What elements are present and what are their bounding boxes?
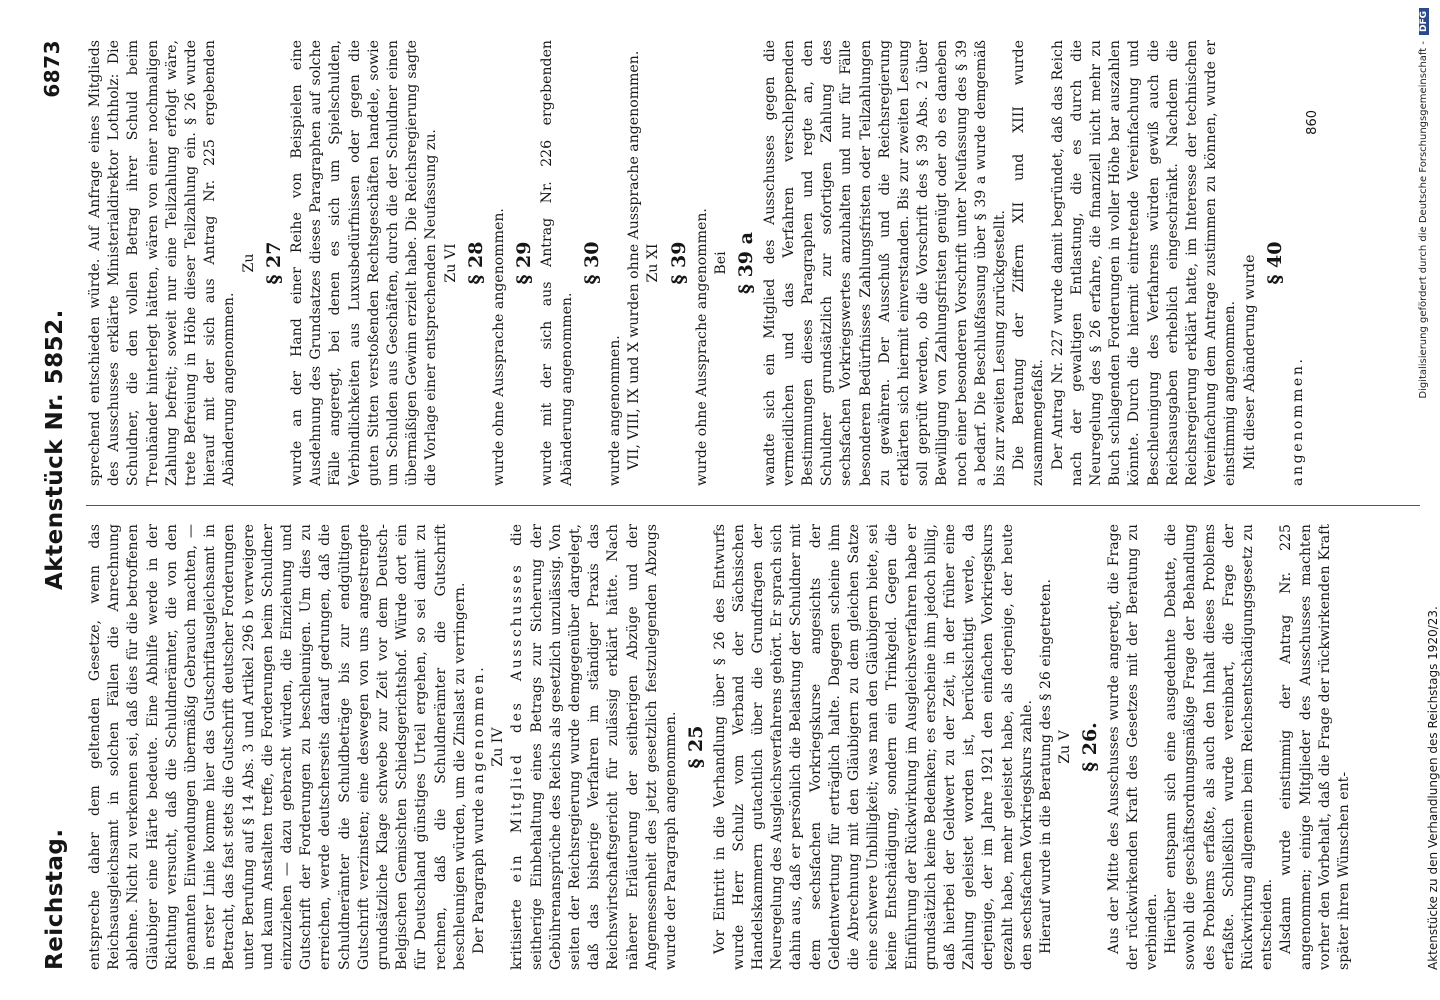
paragraph: Vor Eintritt in die Verhandlung über § 26 des Entwurfs wurde Herr Schulz vom Verband der Sächsischen Handelskammern gutachtlich über die Grundfragen der Neuregelung des Ausgleichsverfahrens gehört. Er sprach sich dahin aus, daß er persönlich die Belastung der Schuldner mit dem sechsfachen Vorkriegskurse angesichts der Geldentwertung für erträglich halte. Dagegen scheine ihm die Abrechnung mit den Gläubigern zu dem gleichen Satze eine schwere Unbilligkeit; was man den Gläubigern biete, sei keine Entschädigung, sondern ein Trinkgeld. Gegen die Einführung der Rückwirkung im Ausgleichsverfahren habe er grundsätzlich keine Bedenken; es erscheine ihm jedoch billig, daß hierbei der Geldwert zu der Zeit, in der früher eine Zahlung geleistet worden ist, berücksichtigt werde, da derjenige, der im Jahre 1921 den einfachen Vorkriegskurs gezahlt habe, mehr geleistet habe, als derjenige, der heute den sechsfachen Vorkriegskurs zahle. <box>711 524 1035 970</box>
dfg-logo: DFG <box>1419 8 1429 35</box>
paragraph: sprechend entschieden würde. Auf Anfrage eines Mitglieds des Ausschusses erklärte Ministerialdirektor Lothholz: Die Schuldner, die den vollen Betrag ihrer Schuld beim Treuhänder hinterlegt hätten, wären von einer nochmaligen Zahlung befreit; soweit nur eine Teilzahlung erfolgt wäre, trete Befreiung in Höhe dieser Teilzahlung ein. § 26 wurde hierauf mit der sich aus Antrag Nr. 225 ergebenden Abänderung angenommen. <box>87 40 238 486</box>
column-divider <box>86 505 1420 506</box>
section-ref: Zu IV <box>490 727 507 767</box>
paragraph: Aus der Mitte des Ausschusses wurde angeregt, die Frage der rückwirkenden Kraft des Gesetzes mit der Beratung zu verbinden. <box>1105 524 1160 970</box>
section-heading: § 30 <box>580 241 603 285</box>
section-heading: § 40 <box>1263 241 1286 285</box>
section-ref: Zu VI <box>442 243 459 283</box>
section-heading: § 25 <box>685 725 708 769</box>
right-column <box>86 40 1440 486</box>
header-left: Reichstag. <box>42 828 68 970</box>
paragraph: wurde mit der sich aus Antrag Nr. 226 ergebenden Abänderung angenommen. <box>539 40 575 486</box>
spaced-text: angenommen. <box>471 664 488 795</box>
header-page-number: 6873 <box>40 40 64 98</box>
paragraph: Hierauf wurde in die Beratung des § 26 eingetreten. <box>1037 579 1054 954</box>
page-header <box>40 40 74 970</box>
paragraph: Der Antrag Nr. 227 wurde damit begründet, daß das Reich nach der gewaltigen Entlastung, die es durch die Neuregelung des § 26 erfahre, die finanziell nicht mehr zu Buch schlagenden Forderungen in voller Höhe bar auszahlen könnte. Durch die hiermit eintretende Vereinfachung und Beschleunigung des Verfahrens würden gewiß auch die Reichsausgaben erheblich eingeschränkt. Nachdem die Reichsregierung erklärt hatte, im Interesse der technischen Vereinfachung dem Antrage zustimmen zu können, wurde er einstimmig angenommen. <box>1049 40 1239 486</box>
text: Der Paragraph wurde <box>471 794 488 954</box>
section-heading: § 27 <box>262 241 285 285</box>
header-title: Aktenstück Nr. 5852. <box>42 309 68 590</box>
section-heading: § 29 <box>513 241 536 285</box>
paragraph <box>508 524 681 970</box>
paragraph: wurde an der Hand einer Reihe von Beispielen eine Ausdehnung des Grundsatzes dieses Paragraphen auf solche Fälle angeregt, bei denen es sich um Spielschulden, Verbindlichkeiten aus Luxusbedürfnissen oder gegen die guten Sitten verstoßenden Rechtsgeschäften handele, sowie um Schulden aus Geschäften, durch die der Schuldner einen übermäßigen Gewinn erzielt habe. Die Reichsregierung sagte die Vorlage einer entsprechenden Neufassung zu. <box>289 40 440 486</box>
paragraph: wurde ohne Aussprache angenommen. <box>491 208 508 486</box>
section-heading: § 26. <box>1079 722 1102 772</box>
section-heading: § 39 a <box>735 232 758 294</box>
spaced-text: ein Mitglied des Ausschusses <box>509 562 526 883</box>
printer-page-number: 860 <box>1305 110 1320 135</box>
paragraph: wurde angenommen. <box>607 335 624 486</box>
left-column <box>86 524 1440 970</box>
section-heading: § 28 <box>464 241 487 285</box>
document-page <box>40 40 1440 970</box>
section-ref: Zu XI <box>645 243 662 283</box>
section-ref: Zu V <box>1057 730 1074 764</box>
paragraph: entspreche daher dem geltenden Gesetze, wenn das Reichsausgleichsamt in solchen Fällen die Anrechnung ablehne. Nicht zu verkennen sei, daß dies für die betroffenen Gläubiger eine Härte bedeute. Eine Abhilfe werde in der Richtung versucht, daß die Schuldnerämter, die von den genannten Einwendungen übermäßig Gebrauch machten, — in erster Linie komme hier das Gutschriftausgleichsamt in Betracht, das fast stets die Gutschrift deutscher Forderungen unter Berufung auf § 14 Abs. 3 und Artikel 296 b verweigere und kaum Anstalten treffe, die Forderungen beim Schuldner einzuziehen — dazu gebracht würden, die Einziehung und Gutschrift der Forderungen zu beschleunigen. Um dies zu erreichen, werde deutscherseits darauf gedrungen, daß die Schuldnerämter die Schuldbeträge bis zur endgültigen Gutschrift verzinsten; eine deswegen von uns angestrengte grundsätzliche Klage schwebe zur Zeit vor dem Deutsch-Belgischen Gemischten Schiedsgerichtshof. Würde dort ein für Deutschland günstiges Urteil ergehen, so sei damit zu rechnen, daß die Schuldnerämter die Gutschrift beschleunigen würden, um die Zinslast zu verringern. <box>87 524 468 970</box>
paragraph: angenommen. <box>1289 356 1306 486</box>
text: die seitherige Einbehaltung eines Betrags zur Sicherung der Gebührenansprüche des Reichs als gesetzlich unzulässig. Von seiten der Reichsregierung wurde demgegenüber dargelegt, daß das bisherige Verfahren im ständiger Praxis das Reichswirtschaftsgericht für zulässig erklärt hätte. Nach näherer Erläuterung der seitherigen Abzüge und der Angemessenheit des jetzt gesetzlich festzulegenden Abzugs wurde der Paragraph angenommen. <box>509 524 680 970</box>
paragraph: wurde ohne Aussprache angenommen. <box>693 208 710 486</box>
footnote: Aktenstücke zu den Verhandlungen des Reichstags 1920/23. <box>1426 606 1440 970</box>
digitization-credit <box>1418 8 1434 958</box>
section-heading: § 39 <box>667 241 690 285</box>
paragraph <box>470 524 489 970</box>
paragraph: wandte sich ein Mitglied des Ausschusses gegen die vermeidlichen und das Verfahren verschleppenden Bestimmungen dieses Paragraphen und regte an, den Schuldner grundsätzlich zur sofortigen Zahlung des sechsfachen Vorkriegswertes anzuhalten und nur für Fälle besonderen Bedürfnisses Zahlungsfristen oder Teilzahlungen zu gewähren. Der Ausschuß und die Reichsregierung erklärten sich hiermit einverstanden. Bis zur zweiten Lesung soll geprüft werden, ob die Vorschrift des § 39 Abs. 2 über Bewilligung von Zahlungsfristen genügt oder ob es daneben noch einer besonderen Vorschrift unter Neufassung des § 39 a bedarf. Die Beschlußfassung über § 39 a wurde demgemäß bis zur zweiten Lesung zurückgestellt. <box>761 40 1008 486</box>
paragraph: Hierüber entspann sich eine ausgedehnte Debatte, die sowohl die geschäftsordnungsmäßige Frage der Behandlung des Problems erfaßte, als auch den Inhalt dieses Problems erfaßte. Schließlich wurde vereinbart, die Frage der Rückwirkung allgemein beim Reichsentschädigungsgesetz zu entscheiden. <box>1163 524 1276 970</box>
section-ref: Bei <box>713 251 730 275</box>
paragraph: Mit dieser Abänderung wurde <box>1241 254 1258 470</box>
paragraph: Alsdann wurde einstimmig der Antrag Nr. 225 angenommen; einige Mitglieder des Ausschusses machten vorher den Vorbehalt, daß die Frage der rückwirkenden Kraft später ihren Wünschen ent- <box>1278 524 1352 970</box>
section-ref: Zu <box>240 253 257 273</box>
text: kritisierte <box>509 882 526 970</box>
paragraph: Die Beratung der Ziffern XII und XIII wurde zusammengefaßt. <box>1011 40 1047 486</box>
paragraph: VII, VIII, IX und X wurden ohne Aussprache angenommen. <box>626 50 643 470</box>
credit-text: Digitalisierung gefördert durch die Deutsche Forschungsgemeinschaft - <box>1418 41 1429 399</box>
